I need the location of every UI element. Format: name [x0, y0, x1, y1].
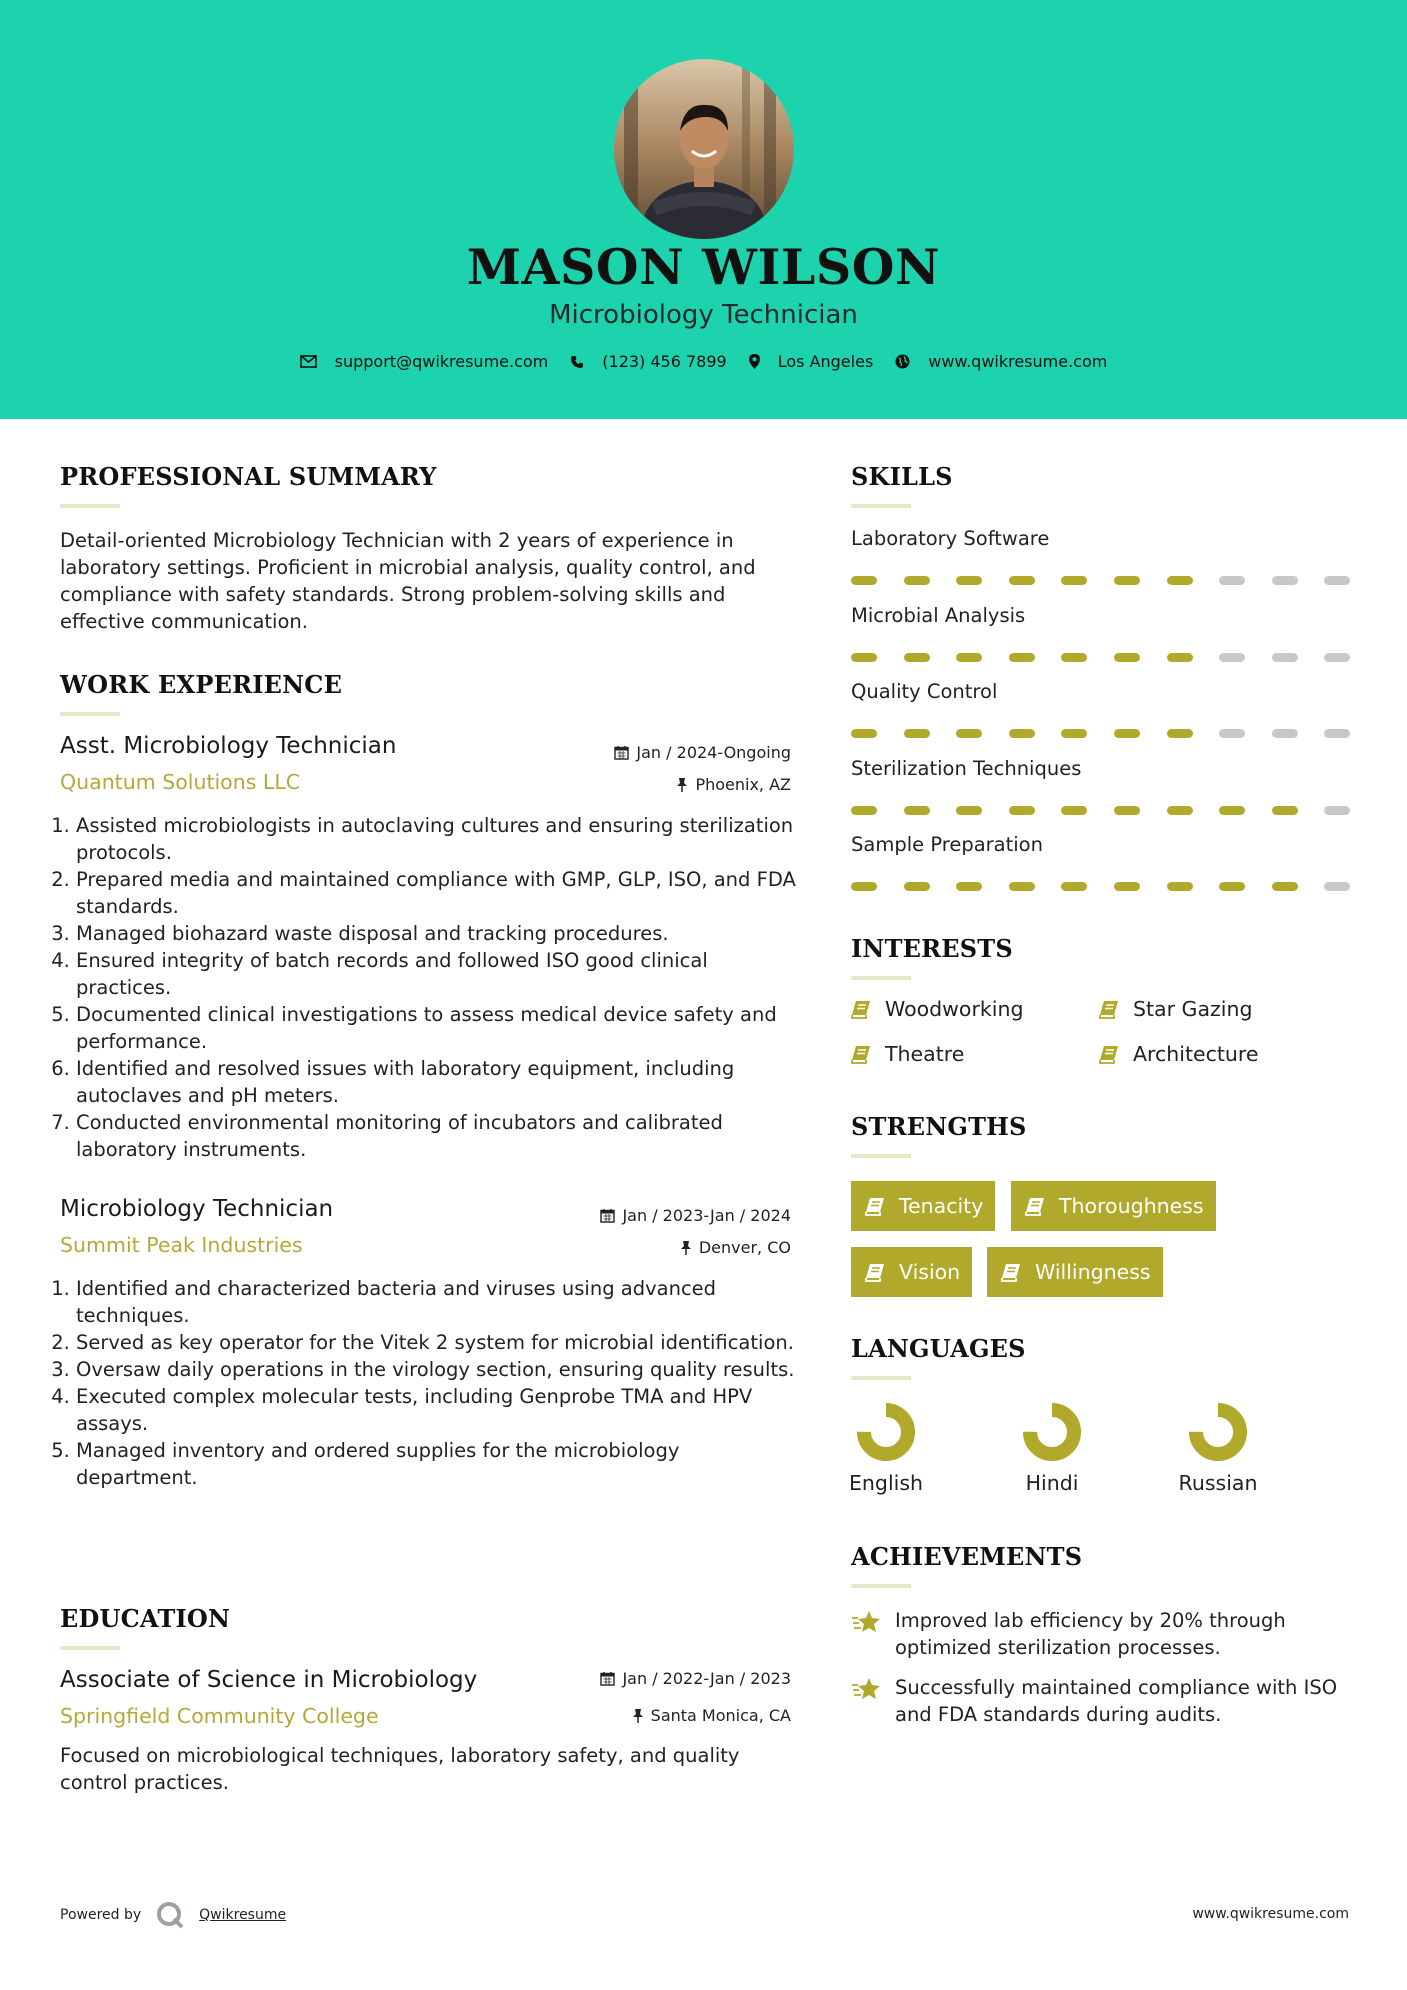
language-ring-arc [1030, 1410, 1074, 1454]
skill-dash-filled [1219, 882, 1245, 891]
list-item: 7. Conducted environmental monitoring of incubators and calibrated laboratory instruments. [76, 1109, 798, 1163]
book-icon [851, 1000, 871, 1019]
summary-underline [60, 504, 120, 508]
language-name: Hindi [1025, 1471, 1079, 1495]
book-icon [1025, 1197, 1045, 1216]
skill-name: Microbial Analysis [851, 603, 1026, 627]
skill-dash-empty [1219, 729, 1245, 738]
contact-bar [0, 352, 1407, 371]
company-name: Summit Peak Industries [60, 1233, 303, 1257]
skill-dash-filled [1167, 729, 1193, 738]
job-title: Microbiology Technician [60, 1196, 334, 1222]
degree-title: Associate of Science in Microbiology [60, 1667, 478, 1693]
list-item: 2. Served as key operator for the Vitek 2 system for microbial identification. [76, 1329, 798, 1356]
job-dates: Jan / 2023-Jan / 2024 [560, 1206, 791, 1225]
skill-dash-filled [1061, 729, 1087, 738]
contact-phone[interactable] [570, 352, 726, 371]
language-name: Russian [1178, 1471, 1258, 1495]
website-text: www.qwikresume.com [928, 352, 1108, 371]
list-item: 1. Identified and characterized bacteria and viruses using advanced techniques. [76, 1275, 798, 1329]
job-location: Phoenix, AZ [560, 775, 791, 794]
skill-dash-filled [956, 576, 982, 585]
achievements-underline [851, 1584, 911, 1588]
skill-dash-filled [1219, 806, 1245, 815]
skill-dash-filled [1114, 576, 1140, 585]
calendar-icon [600, 1671, 615, 1686]
brand-link[interactable]: Qwikresume [199, 1907, 287, 1923]
language-ring-arc [1196, 1410, 1240, 1454]
contact-email[interactable] [300, 352, 549, 371]
skill-name: Laboratory Software [851, 527, 1050, 550]
email-text: support@qwikresume.com [334, 352, 549, 371]
book-icon [865, 1197, 885, 1216]
list-item: 2. Prepared media and maintained compliance with GMP, GLP, ISO, and FDA standards. [76, 866, 798, 920]
contact-location [749, 352, 874, 371]
skill-rating [851, 653, 1377, 662]
book-icon [1099, 1000, 1119, 1019]
skill-dash-filled [1009, 882, 1035, 891]
list-item: 3. Managed biohazard waste disposal and tracking procedures. [76, 920, 798, 947]
language-ring-arc [864, 1410, 908, 1454]
skill-dash-filled [1114, 882, 1140, 891]
calendar-icon [600, 1208, 615, 1223]
skill-dash-filled [1114, 653, 1140, 662]
skill-dash-filled [851, 653, 877, 662]
phone-icon [570, 355, 584, 369]
job-responsibilities [58, 1275, 798, 1491]
skill-dash-filled [1114, 806, 1140, 815]
skill-dash-filled [1167, 576, 1193, 585]
languages-heading: LANGUAGES [851, 1334, 1026, 1363]
skill-dash-filled [851, 729, 877, 738]
book-icon [851, 1045, 871, 1064]
skill-dash-filled [1272, 882, 1298, 891]
experience-heading: WORK EXPERIENCE [60, 670, 343, 699]
skill-dash-filled [956, 729, 982, 738]
candidate-name: MASON WILSON [466, 238, 941, 296]
skill-dash-filled [904, 806, 930, 815]
job-dates: Jan / 2024-Ongoing [560, 743, 791, 762]
job-location: Denver, CO [560, 1238, 791, 1257]
globe-icon [895, 354, 910, 369]
skill-dash-filled [1061, 882, 1087, 891]
language-ring [1020, 1400, 1084, 1464]
experience-underline [60, 712, 120, 716]
contact-website[interactable] [895, 352, 1107, 371]
skill-dash-filled [1009, 806, 1035, 815]
star-icon [851, 1677, 883, 1701]
achievements-heading: ACHIEVEMENTS [851, 1542, 1083, 1571]
strength-badge: Vision [851, 1247, 972, 1297]
list-item: 6. Identified and resolved issues with laboratory equipment, including autoclaves and pH meters. [76, 1055, 798, 1109]
interests-underline [851, 976, 911, 980]
footer-powered-by [60, 1900, 286, 1930]
summary-text: Detail-oriented Microbiology Technician with 2 years of experience in laboratory settings. Proficient in microbial analysis, quality control, and compliance with safety standards. Strong problem-solving skills and effective communication. [60, 529, 756, 633]
skill-dash-filled [904, 882, 930, 891]
skill-dash-empty [1272, 729, 1298, 738]
skill-dash-empty [1272, 653, 1298, 662]
qwikresume-logo-icon [155, 1900, 185, 1930]
languages-underline [851, 1376, 911, 1380]
job-title: Asst. Microbiology Technician [60, 733, 397, 759]
achievement-item: Successfully maintained compliance with ISO and FDA standards during audits. [851, 1674, 1351, 1728]
skill-dash-empty [1324, 882, 1350, 891]
skill-dash-filled [851, 882, 877, 891]
skill-rating [851, 806, 1377, 815]
language-name: English [848, 1471, 924, 1495]
skill-dash-filled [1009, 729, 1035, 738]
location-text: Los Angeles [777, 352, 874, 371]
skill-dash-empty [1219, 653, 1245, 662]
book-icon [865, 1263, 885, 1282]
skill-dash-filled [851, 576, 877, 585]
phone-text: (123) 456 7899 [602, 352, 727, 371]
skill-dash-filled [1167, 882, 1193, 891]
skill-dash-filled [904, 653, 930, 662]
skill-dash-empty [1219, 576, 1245, 585]
education-underline [60, 1646, 120, 1650]
skill-dash-filled [851, 806, 877, 815]
skill-dash-filled [956, 806, 982, 815]
pin-icon [632, 1708, 644, 1723]
strength-badge: Tenacity [851, 1181, 995, 1231]
skill-dash-empty [1272, 576, 1298, 585]
strengths-heading: STRENGTHS [851, 1112, 1027, 1141]
skill-dash-empty [1324, 653, 1350, 662]
list-item: 3. Oversaw daily operations in the virology section, ensuring quality results. [76, 1356, 798, 1383]
skill-dash-filled [1061, 653, 1087, 662]
skill-dash-filled [1061, 576, 1087, 585]
interest-item: Architecture [1099, 1042, 1259, 1066]
calendar-icon [614, 745, 629, 760]
header-banner [0, 0, 1407, 419]
skill-name: Quality Control [851, 680, 998, 703]
skill-dash-filled [1009, 653, 1035, 662]
map-marker-icon [749, 354, 760, 369]
skill-dash-filled [1167, 806, 1193, 815]
profile-photo [614, 59, 794, 239]
skill-dash-filled [1009, 576, 1035, 585]
skill-dash-filled [956, 653, 982, 662]
education-location: Santa Monica, CA [560, 1706, 791, 1725]
list-item: 4. Executed complex molecular tests, including Genprobe TMA and HPV assays. [76, 1383, 798, 1437]
school-name: Springfield Community College [60, 1704, 379, 1728]
pin-icon [680, 1240, 692, 1255]
company-name: Quantum Solutions LLC [60, 770, 301, 794]
interest-item: Star Gazing [1099, 997, 1252, 1021]
candidate-title: Microbiology Technician [549, 300, 858, 330]
star-icon [851, 1610, 883, 1634]
skill-rating [851, 729, 1377, 738]
skill-dash-filled [904, 729, 930, 738]
skill-dash-filled [1272, 806, 1298, 815]
skill-dash-filled [904, 576, 930, 585]
skill-dash-empty [1324, 729, 1350, 738]
skill-name: Sterilization Techniques [851, 756, 1082, 780]
interests-heading: INTERESTS [851, 934, 1013, 963]
list-item: 1. Assisted microbiologists in autoclaving cultures and ensuring sterilization protocols. [76, 812, 798, 866]
skill-dash-empty [1324, 806, 1350, 815]
skill-dash-empty [1324, 576, 1350, 585]
pin-icon [676, 777, 688, 792]
job-responsibilities [58, 812, 798, 1163]
education-dates: Jan / 2022-Jan / 2023 [560, 1669, 791, 1688]
skill-name: Sample Preparation [851, 833, 1043, 856]
strength-badge: Willingness [987, 1247, 1163, 1297]
language-ring [854, 1400, 918, 1464]
skill-rating [851, 882, 1377, 891]
education-description: Focused on microbiological techniques, laboratory safety, and quality control practices. [60, 1744, 740, 1794]
skill-rating [851, 576, 1377, 585]
envelope-icon [300, 355, 317, 368]
achievement-item: Improved lab efficiency by 20% through optimized sterilization processes. [851, 1607, 1351, 1661]
language-ring [1186, 1400, 1250, 1464]
list-item: 5. Managed inventory and ordered supplies for the microbiology department. [76, 1437, 798, 1491]
interest-item: Woodworking [851, 997, 1023, 1021]
interest-item: Theatre [851, 1042, 964, 1066]
book-icon [1001, 1263, 1021, 1282]
skills-underline [851, 504, 911, 508]
summary-heading: PROFESSIONAL SUMMARY [60, 462, 437, 491]
footer-website[interactable]: www.qwikresume.com [1192, 1906, 1349, 1922]
strength-badge: Thoroughness [1011, 1181, 1216, 1231]
education-heading: EDUCATION [60, 1604, 231, 1633]
skill-dash-filled [1167, 653, 1193, 662]
skill-dash-filled [1061, 806, 1087, 815]
powered-by-text: Powered by [60, 1907, 142, 1923]
skill-dash-filled [956, 882, 982, 891]
skills-heading: SKILLS [851, 462, 953, 491]
skill-dash-filled [1114, 729, 1140, 738]
list-item: 5. Documented clinical investigations to assess medical device safety and performance. [76, 1001, 798, 1055]
book-icon [1099, 1045, 1119, 1064]
list-item: 4. Ensured integrity of batch records and followed ISO good clinical practices. [76, 947, 798, 1001]
strengths-underline [851, 1154, 911, 1158]
